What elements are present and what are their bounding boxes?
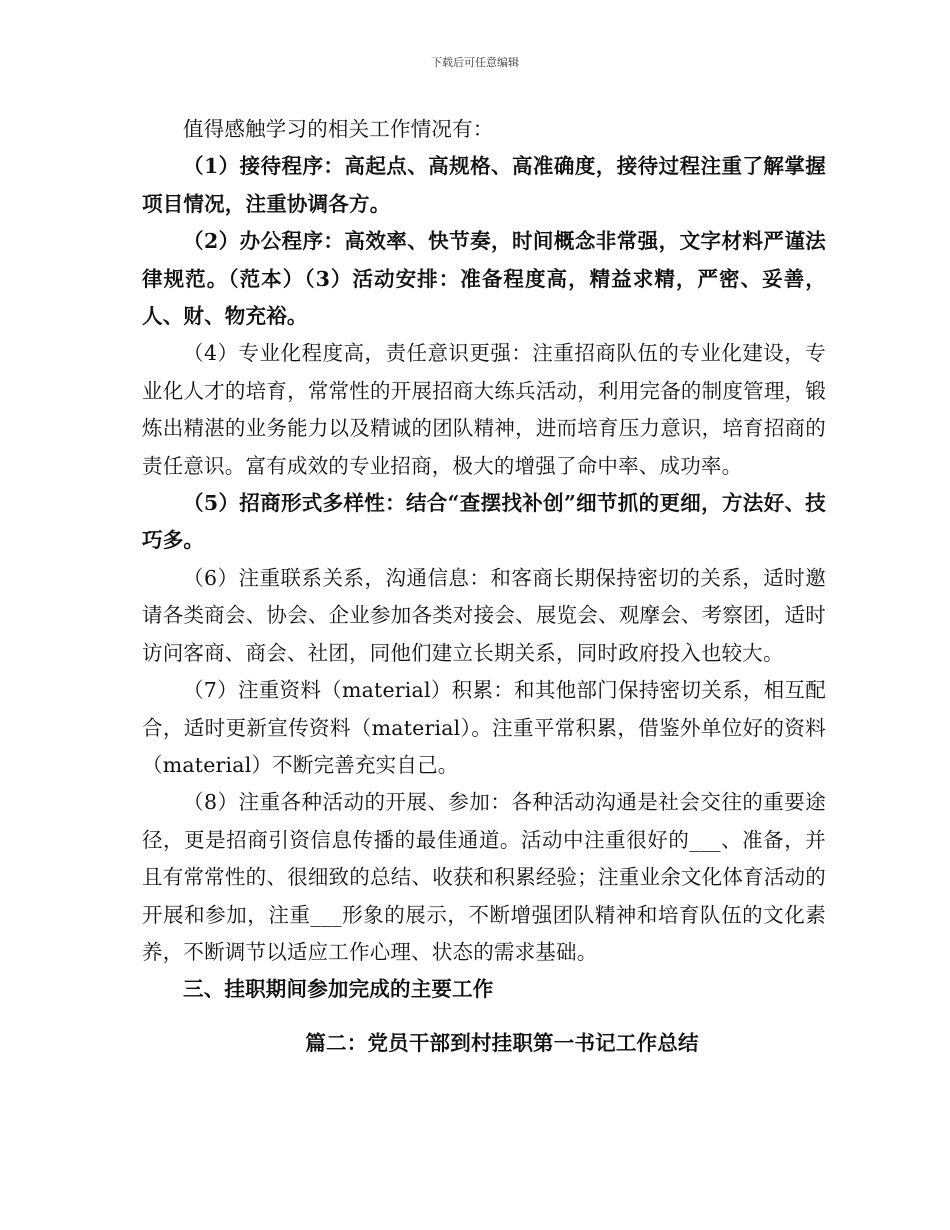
paragraph-item-1: （1）接待程序：高起点、高规格、高准确度，接待过程注重了解掌握项目情况，注重协调各方。 (142, 154, 826, 216)
document-body (142, 111, 826, 1062)
section-heading-3: 三、挂职期间参加完成的主要工作 (183, 977, 494, 1002)
paragraph-item-6: （6）注重联系关系，沟通信息：和客商长期保持密切的关系，适时邀请各类商会、协会、企业参加各类对接会、展览会、观摩会、考察团，适时访问客商、商会、社团，同他们建立长期关系，同时政府投入也较大。 (142, 565, 826, 665)
paragraph-item-2-3: （2）办公程序：高效率、快节奏，时间概念非常强，文字材料严谨法律规范。（范本）（3）活动安排：准备程度高，精益求精，严密、妥善，人、财、物充裕。 (142, 229, 826, 329)
paragraph-item-4: （4）专业化程度高，责任意识更强：注重招商队伍的专业化建设，专业化人才的培育，常常性的开展招商大练兵活动，利用完备的制度管理，锻炼出精湛的业务能力以及精诚的团队精神，进而培育压力意识，培育招商的责任意识。富有成效的专业招商，极大的增强了命中率、成功率。 (142, 341, 826, 478)
paragraph-intro: 值得感触学习的相关工作情况有： (183, 117, 494, 141)
paragraph-item-5: （5）招商形式多样性：结合“查摆找补创”细节抓的更细，方法好、技巧多。 (142, 491, 826, 553)
page-header: 下载后可任意编辑 (431, 56, 519, 69)
paragraph-item-7: （7）注重资料（material）积累：和其他部门保持密切关系，相互配合，适时更新宣传资料（material）。注重平常积累，借鉴外单位好的资料（material）不断完善充实自己。 (142, 678, 826, 777)
section-title: 篇二：党员干部到村挂职第一书记工作总结 (305, 1030, 699, 1055)
paragraph-item-8: （8）注重各种活动的开展、参加：各种活动沟通是社会交往的重要途径，更是招商引资信息传播的最佳通道。活动中注重很好的___、准备，并且有常常性的、很细致的总结、收获和积累经验；注重业余文化体育活动的开展和参加，注重___形象的展示，不断增强团队精神和培育队伍的文化素养，不断调节以适应工作心理、状态的需求基础。 (142, 790, 826, 964)
